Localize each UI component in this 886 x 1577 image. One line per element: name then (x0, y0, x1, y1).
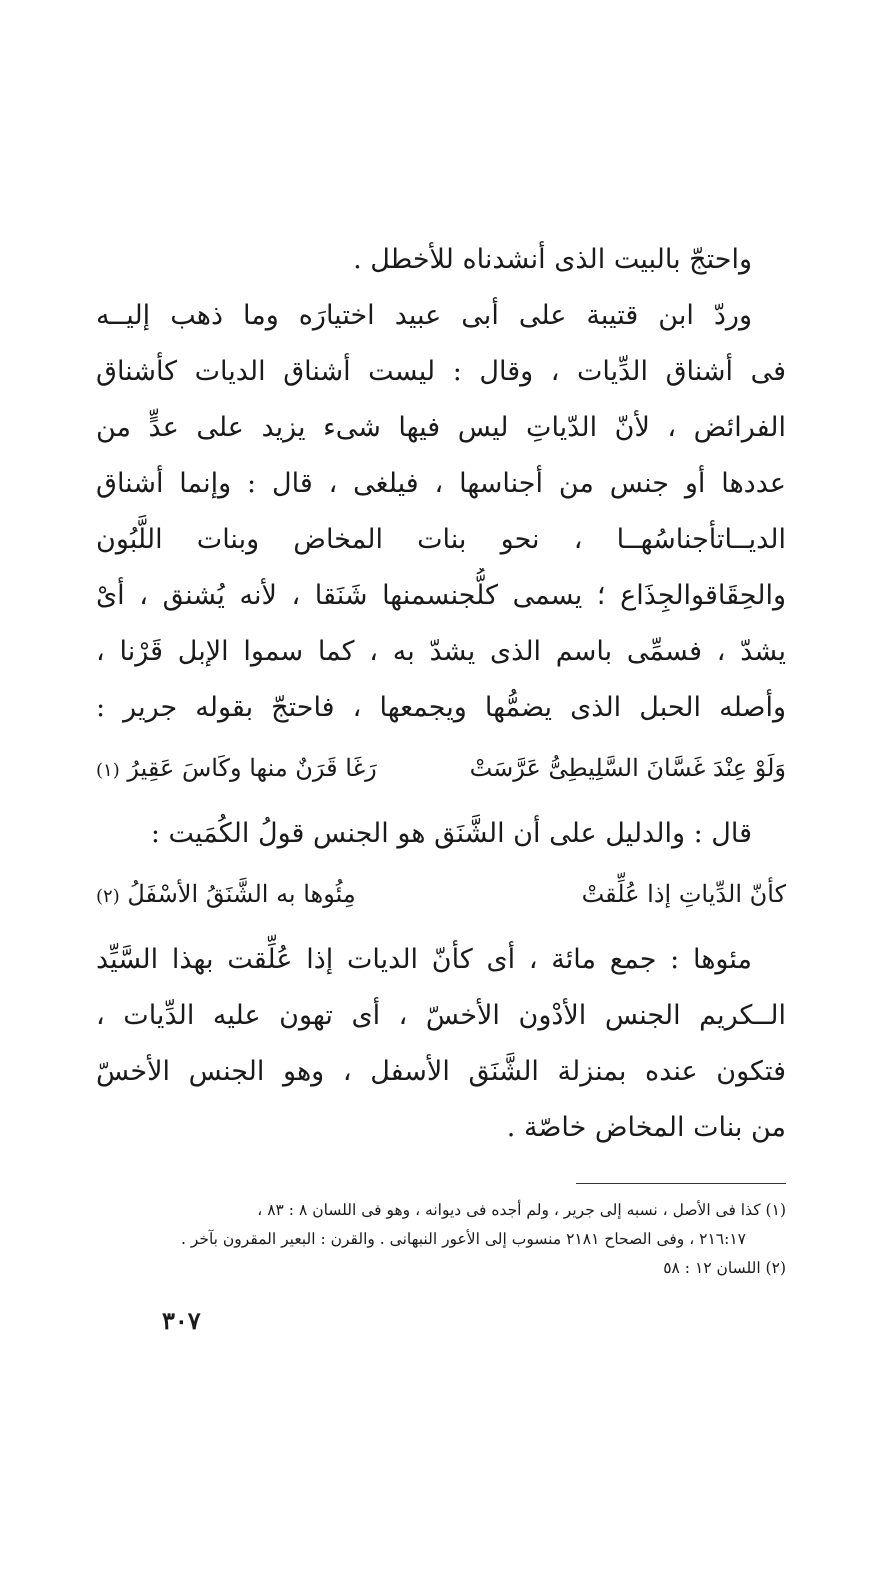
footnote-1: (١) كذا فى الأصل ، نسبه إلى جرير ، ولم أجده فى ديوانه ، وهو فى اللسان ٨ : ٨٣ ، (257, 1201, 786, 1219)
poetry-verse (96, 866, 786, 922)
text-line: الــكريم الجنس الأدْون الأخسّ ، أى تهون عليه الدِّيات ، (96, 1000, 786, 1031)
footnote-2: (٢) اللسان ١٢ : ٥٨ (663, 1259, 786, 1277)
footnote-1-continued: ٢١٦:١٧ ، وفى الصحاح ٢١٨١ منسوب إلى الأعور النبهانى . والقرن : البعير المقرون بآخر . (180, 1230, 746, 1248)
footnote-divider (576, 1183, 786, 1184)
text-line: مئوها : جمع مائة ، أى كأنّ الديات إذا عُلِّقت بهذا السَّيِّد (96, 944, 752, 975)
verse-first-hemistich: وَلَوْ عِنْدَ غَسَّانَ السَّلِيطِىُّ عَرَّسَتْ (469, 754, 786, 782)
text-line: من بنات المخاض خاصّة . (506, 1112, 786, 1143)
text-line: عددها أو جنس من أجناسها ، فيلغى ، قال : وإنما أشناق (96, 468, 786, 499)
text-line: الفرائض ، لأنّ الدّياتِ ليس فيها شىء يزيد على عدٍّ من (96, 412, 786, 443)
verse-second-text: مِئُوها به الشَّنَقُ الأسْفَلُ (127, 880, 356, 908)
text-line: فى أشناق الدِّيات ، وقال : ليست أشناق الديات كأشناق (96, 356, 786, 387)
verse-second-hemistich (96, 866, 356, 922)
text-line: الديــاتأجناسُهــا ، نحو بنات المخاض وبنات اللَّبُون (96, 524, 786, 555)
footnote-marker: (٢) (96, 886, 120, 907)
text-line: وردّ ابن قتيبة على أبى عبيد اختيارَه وما ذهب إليــه (96, 300, 752, 331)
text-line: واحتجّ بالبيت الذى أنشدناه للأخطل . (353, 244, 752, 275)
footnote-marker: (١) (96, 760, 120, 781)
verse-first-hemistich: كأنّ الدِّياتِ إذا عُلِّقتْ (581, 880, 786, 908)
text-line: يشدّ ، فسمِّى باسم الذى يشدّ به ، كما سموا الإبل قَرْنا ، (96, 636, 786, 667)
text-line: قال : والدليل على أن الشَّنَق هو الجنس قولُ الكُمَيت : (150, 818, 752, 849)
verse-second-text: رَغَا قَرَنٌ منها وكَاسَ عَقِيرُ (127, 754, 377, 782)
main-text (96, 232, 786, 1156)
page-number: ٣٠٧ (162, 1306, 201, 1335)
text-line: وأصله الحبل الذى يضمُّها ويجمعها ، فاحتجّ بقوله جرير : (96, 692, 786, 723)
verse-second-hemistich (96, 740, 377, 796)
text-line: والحِقَاقوالجِذَاع ؛ يسمى كلُّجنسمنها شَنَقا ، لأنه يُشنق ، أىْ (96, 580, 786, 611)
poetry-verse (96, 740, 786, 796)
text-line: فتكون عنده بمنزلة الشَّنَق الأسفل ، وهو الجنس الأخسّ (96, 1056, 786, 1087)
footnotes (96, 1196, 786, 1283)
